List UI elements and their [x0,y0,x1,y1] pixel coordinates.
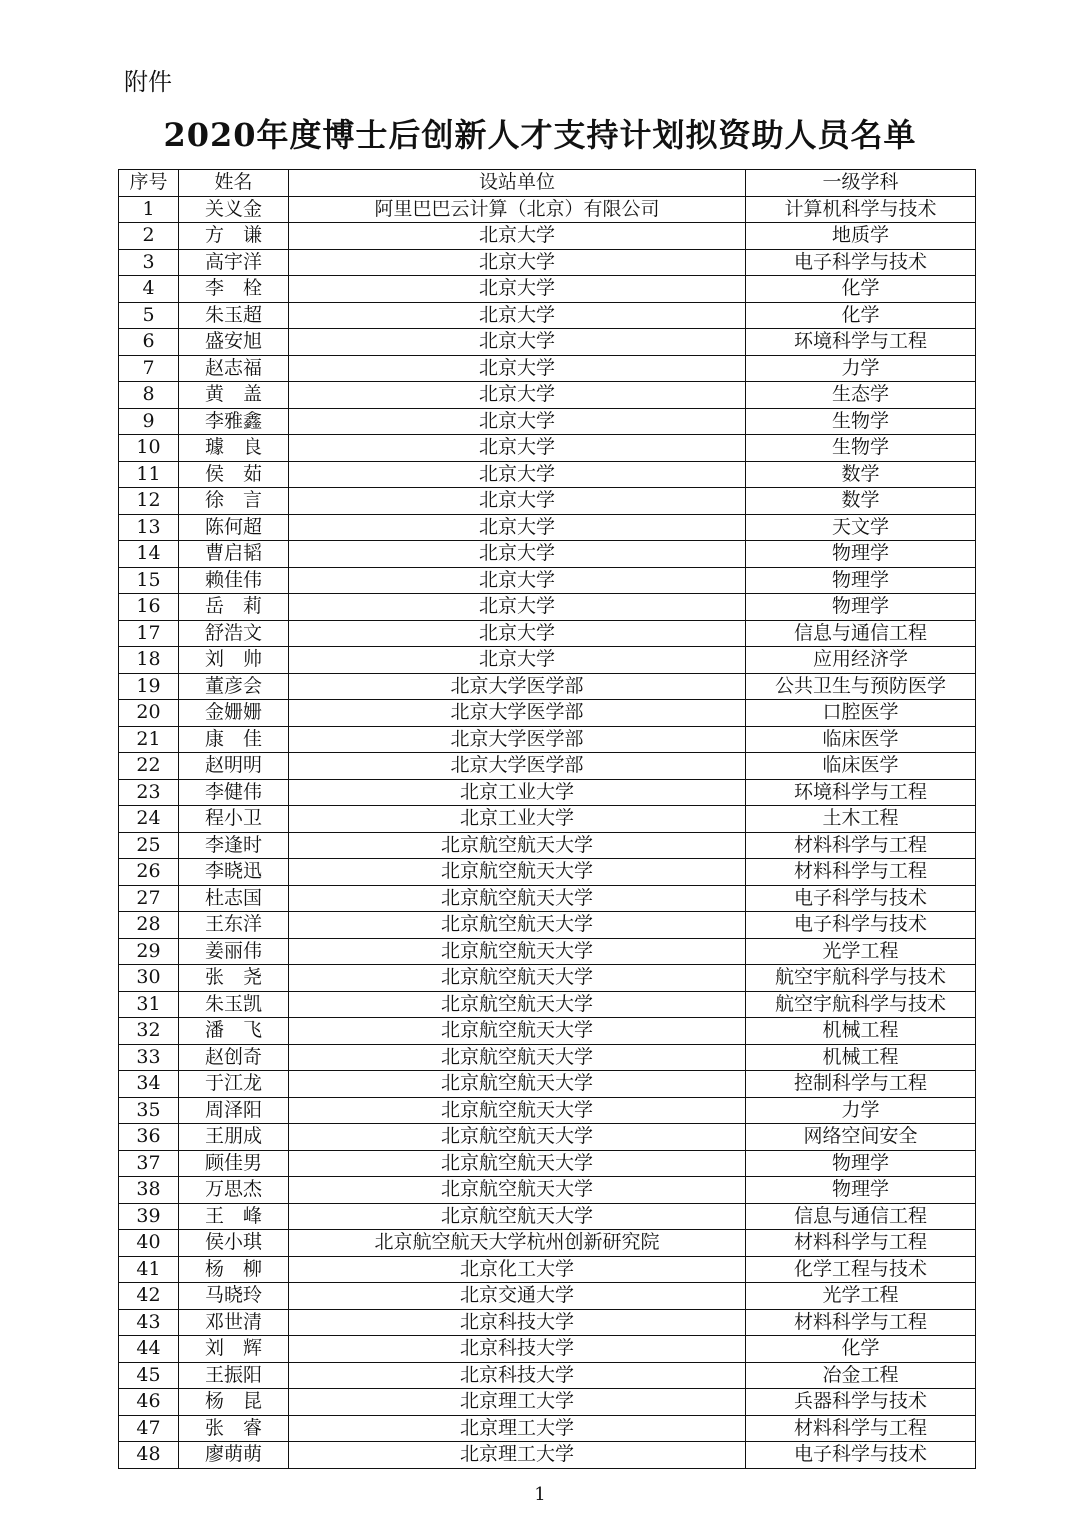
cell-institution: 北京大学 [289,620,746,647]
cell-discipline: 力学 [746,355,976,382]
cell-index: 7 [119,355,179,382]
cell-institution: 北京化工大学 [289,1256,746,1283]
cell-name: 杨 柳 [179,1256,289,1283]
table-row [119,779,976,806]
cell-name: 岳 莉 [179,594,289,621]
table-row [119,1362,976,1389]
table-row [119,832,976,859]
cell-name: 张 尧 [179,965,289,992]
cell-index: 48 [119,1442,179,1469]
cell-index: 8 [119,382,179,409]
cell-discipline: 网络空间安全 [746,1124,976,1151]
cell-index: 12 [119,488,179,515]
cell-discipline: 冶金工程 [746,1362,976,1389]
table-row [119,329,976,356]
cell-discipline: 应用经济学 [746,647,976,674]
cell-name: 陈何超 [179,514,289,541]
cell-institution: 北京理工大学 [289,1442,746,1469]
cell-institution: 北京航空航天大学 [289,1044,746,1071]
cell-index: 4 [119,276,179,303]
cell-name: 王振阳 [179,1362,289,1389]
cell-name: 程小卫 [179,806,289,833]
cell-name: 侯 茹 [179,461,289,488]
cell-name: 李健伟 [179,779,289,806]
cell-institution: 北京大学 [289,594,746,621]
cell-name: 璩 良 [179,435,289,462]
cell-institution: 北京大学 [289,514,746,541]
cell-institution: 北京大学 [289,329,746,356]
cell-institution: 北京大学 [289,408,746,435]
cell-institution: 阿里巴巴云计算（北京）有限公司 [289,196,746,223]
cell-discipline: 机械工程 [746,1044,976,1071]
cell-name: 王朋成 [179,1124,289,1151]
header-institution: 设站单位 [289,170,746,197]
cell-discipline: 计算机科学与技术 [746,196,976,223]
cell-name: 侯小琪 [179,1230,289,1257]
cell-name: 马晓玲 [179,1283,289,1310]
table-row [119,700,976,727]
cell-index: 34 [119,1071,179,1098]
table-row [119,408,976,435]
cell-name: 万思杰 [179,1177,289,1204]
table-row [119,1415,976,1442]
attachment-label: 附件 [124,68,172,96]
cell-name: 王 峰 [179,1203,289,1230]
cell-institution: 北京航空航天大学 [289,1203,746,1230]
cell-discipline: 兵器科学与技术 [746,1389,976,1416]
table-row [119,753,976,780]
cell-institution: 北京工业大学 [289,806,746,833]
cell-institution: 北京大学 [289,435,746,462]
table-row [119,541,976,568]
cell-index: 43 [119,1309,179,1336]
cell-institution: 北京航空航天大学 [289,832,746,859]
cell-name: 赵志福 [179,355,289,382]
cell-index: 47 [119,1415,179,1442]
cell-name: 朱玉凯 [179,991,289,1018]
cell-institution: 北京航空航天大学 [289,1018,746,1045]
cell-name: 顾佳男 [179,1150,289,1177]
table-row [119,594,976,621]
cell-name: 李 栓 [179,276,289,303]
header-index: 序号 [119,170,179,197]
cell-name: 潘 飞 [179,1018,289,1045]
cell-discipline: 信息与通信工程 [746,620,976,647]
cell-discipline: 化学工程与技术 [746,1256,976,1283]
page-title: 2020年度博士后创新人才支持计划拟资助人员名单 [163,116,917,154]
cell-institution: 北京航空航天大学 [289,859,746,886]
cell-index: 25 [119,832,179,859]
table-row [119,1389,976,1416]
cell-index: 6 [119,329,179,356]
table-row [119,355,976,382]
table-row [119,938,976,965]
table-row [119,567,976,594]
cell-name: 康 佳 [179,726,289,753]
cell-name: 邓世清 [179,1309,289,1336]
cell-discipline: 航空宇航科学与技术 [746,991,976,1018]
cell-index: 16 [119,594,179,621]
cell-name: 朱玉超 [179,302,289,329]
cell-name: 赵创奇 [179,1044,289,1071]
cell-index: 22 [119,753,179,780]
cell-institution: 北京工业大学 [289,779,746,806]
table-row [119,382,976,409]
cell-institution: 北京理工大学 [289,1389,746,1416]
cell-discipline: 物理学 [746,1177,976,1204]
cell-index: 26 [119,859,179,886]
cell-institution: 北京大学医学部 [289,726,746,753]
cell-discipline: 电子科学与技术 [746,249,976,276]
cell-institution: 北京航空航天大学 [289,1071,746,1098]
table-row [119,223,976,250]
cell-index: 27 [119,885,179,912]
cell-index: 23 [119,779,179,806]
cell-institution: 北京大学 [289,488,746,515]
cell-institution: 北京航空航天大学杭州创新研究院 [289,1230,746,1257]
table-row [119,1309,976,1336]
cell-index: 40 [119,1230,179,1257]
cell-discipline: 航空宇航科学与技术 [746,965,976,992]
cell-index: 36 [119,1124,179,1151]
cell-institution: 北京交通大学 [289,1283,746,1310]
cell-institution: 北京大学 [289,382,746,409]
cell-institution: 北京科技大学 [289,1309,746,1336]
cell-name: 刘 辉 [179,1336,289,1363]
cell-institution: 北京航空航天大学 [289,1124,746,1151]
cell-discipline: 数学 [746,488,976,515]
table-row [119,1044,976,1071]
cell-index: 42 [119,1283,179,1310]
table-row [119,647,976,674]
cell-discipline: 临床医学 [746,726,976,753]
cell-discipline: 物理学 [746,1150,976,1177]
table-row [119,276,976,303]
header-discipline: 一级学科 [746,170,976,197]
cell-name: 赵明明 [179,753,289,780]
table-row [119,673,976,700]
cell-index: 28 [119,912,179,939]
cell-institution: 北京大学 [289,355,746,382]
cell-institution: 北京科技大学 [289,1336,746,1363]
cell-discipline: 天文学 [746,514,976,541]
cell-index: 19 [119,673,179,700]
cell-name: 杜志国 [179,885,289,912]
cell-index: 1 [119,196,179,223]
cell-index: 29 [119,938,179,965]
cell-index: 33 [119,1044,179,1071]
header-name: 姓名 [179,170,289,197]
cell-discipline: 数学 [746,461,976,488]
table-header-row [119,170,976,197]
table-row [119,1018,976,1045]
cell-discipline: 口腔医学 [746,700,976,727]
cell-name: 李逢时 [179,832,289,859]
cell-institution: 北京大学医学部 [289,700,746,727]
cell-name: 方 谦 [179,223,289,250]
cell-institution: 北京大学医学部 [289,753,746,780]
cell-institution: 北京航空航天大学 [289,991,746,1018]
cell-index: 37 [119,1150,179,1177]
table-row [119,1283,976,1310]
table-row [119,461,976,488]
cell-discipline: 材料科学与工程 [746,1415,976,1442]
cell-institution: 北京大学 [289,302,746,329]
cell-index: 5 [119,302,179,329]
cell-institution: 北京大学 [289,541,746,568]
cell-index: 13 [119,514,179,541]
table-row [119,1203,976,1230]
cell-name: 周泽阳 [179,1097,289,1124]
cell-discipline: 物理学 [746,541,976,568]
table-row [119,885,976,912]
table-row [119,726,976,753]
cell-name: 关义金 [179,196,289,223]
table-row [119,514,976,541]
cell-name: 姜丽伟 [179,938,289,965]
cell-institution: 北京航空航天大学 [289,885,746,912]
cell-index: 9 [119,408,179,435]
cell-discipline: 公共卫生与预防医学 [746,673,976,700]
cell-discipline: 土木工程 [746,806,976,833]
cell-name: 徐 言 [179,488,289,515]
cell-discipline: 临床医学 [746,753,976,780]
cell-index: 41 [119,1256,179,1283]
cell-discipline: 材料科学与工程 [746,859,976,886]
cell-index: 3 [119,249,179,276]
cell-index: 18 [119,647,179,674]
cell-institution: 北京航空航天大学 [289,912,746,939]
cell-discipline: 材料科学与工程 [746,1230,976,1257]
table-row [119,1071,976,1098]
table-row [119,1256,976,1283]
table-row [119,991,976,1018]
cell-name: 舒浩文 [179,620,289,647]
cell-discipline: 光学工程 [746,938,976,965]
cell-name: 王东洋 [179,912,289,939]
table-row [119,196,976,223]
cell-discipline: 化学 [746,276,976,303]
cell-discipline: 机械工程 [746,1018,976,1045]
cell-institution: 北京大学 [289,461,746,488]
cell-institution: 北京大学 [289,249,746,276]
cell-name: 黄 盖 [179,382,289,409]
cell-institution: 北京大学 [289,647,746,674]
cell-index: 44 [119,1336,179,1363]
cell-name: 金姗姗 [179,700,289,727]
cell-discipline: 信息与通信工程 [746,1203,976,1230]
cell-name: 杨 昆 [179,1389,289,1416]
cell-index: 46 [119,1389,179,1416]
table-row [119,302,976,329]
cell-name: 张 睿 [179,1415,289,1442]
cell-name: 盛安旭 [179,329,289,356]
cell-institution: 北京科技大学 [289,1362,746,1389]
table-row [119,1230,976,1257]
cell-discipline: 材料科学与工程 [746,1309,976,1336]
funding-list-table [118,169,976,1469]
cell-discipline: 物理学 [746,594,976,621]
cell-discipline: 生物学 [746,408,976,435]
cell-discipline: 电子科学与技术 [746,885,976,912]
table-row [119,249,976,276]
cell-index: 31 [119,991,179,1018]
table-row [119,1097,976,1124]
cell-institution: 北京航空航天大学 [289,938,746,965]
cell-discipline: 生物学 [746,435,976,462]
cell-index: 39 [119,1203,179,1230]
cell-discipline: 光学工程 [746,1283,976,1310]
table-row [119,1336,976,1363]
cell-institution: 北京航空航天大学 [289,1177,746,1204]
cell-index: 35 [119,1097,179,1124]
cell-discipline: 力学 [746,1097,976,1124]
cell-institution: 北京大学 [289,567,746,594]
cell-discipline: 物理学 [746,567,976,594]
cell-index: 11 [119,461,179,488]
cell-institution: 北京大学 [289,223,746,250]
cell-discipline: 地质学 [746,223,976,250]
page-number: 1 [534,1484,546,1505]
cell-index: 15 [119,567,179,594]
table-row [119,1442,976,1469]
cell-name: 于江龙 [179,1071,289,1098]
table-row [119,435,976,462]
cell-discipline: 控制科学与工程 [746,1071,976,1098]
cell-index: 10 [119,435,179,462]
cell-name: 曹启韬 [179,541,289,568]
cell-index: 17 [119,620,179,647]
cell-name: 高宇洋 [179,249,289,276]
table-row [119,488,976,515]
cell-index: 30 [119,965,179,992]
table-row [119,806,976,833]
cell-institution: 北京大学 [289,276,746,303]
cell-index: 14 [119,541,179,568]
cell-name: 刘 帅 [179,647,289,674]
cell-discipline: 环境科学与工程 [746,779,976,806]
cell-discipline: 电子科学与技术 [746,912,976,939]
table-row [119,620,976,647]
cell-institution: 北京大学医学部 [289,673,746,700]
cell-name: 董彦会 [179,673,289,700]
table-row [119,1177,976,1204]
cell-institution: 北京航空航天大学 [289,965,746,992]
cell-discipline: 电子科学与技术 [746,1442,976,1469]
cell-discipline: 环境科学与工程 [746,329,976,356]
table-row [119,912,976,939]
cell-index: 32 [119,1018,179,1045]
cell-name: 李晓迅 [179,859,289,886]
cell-index: 2 [119,223,179,250]
cell-institution: 北京航空航天大学 [289,1150,746,1177]
table-row [119,965,976,992]
cell-name: 廖萌萌 [179,1442,289,1469]
table-row [119,1150,976,1177]
table-row [119,1124,976,1151]
cell-name: 李雅鑫 [179,408,289,435]
cell-index: 38 [119,1177,179,1204]
cell-discipline: 材料科学与工程 [746,832,976,859]
table-body [119,196,976,1468]
cell-index: 20 [119,700,179,727]
cell-discipline: 化学 [746,302,976,329]
cell-index: 45 [119,1362,179,1389]
cell-index: 21 [119,726,179,753]
cell-institution: 北京航空航天大学 [289,1097,746,1124]
cell-discipline: 化学 [746,1336,976,1363]
cell-discipline: 生态学 [746,382,976,409]
cell-name: 赖佳伟 [179,567,289,594]
table-row [119,859,976,886]
cell-index: 24 [119,806,179,833]
cell-institution: 北京理工大学 [289,1415,746,1442]
